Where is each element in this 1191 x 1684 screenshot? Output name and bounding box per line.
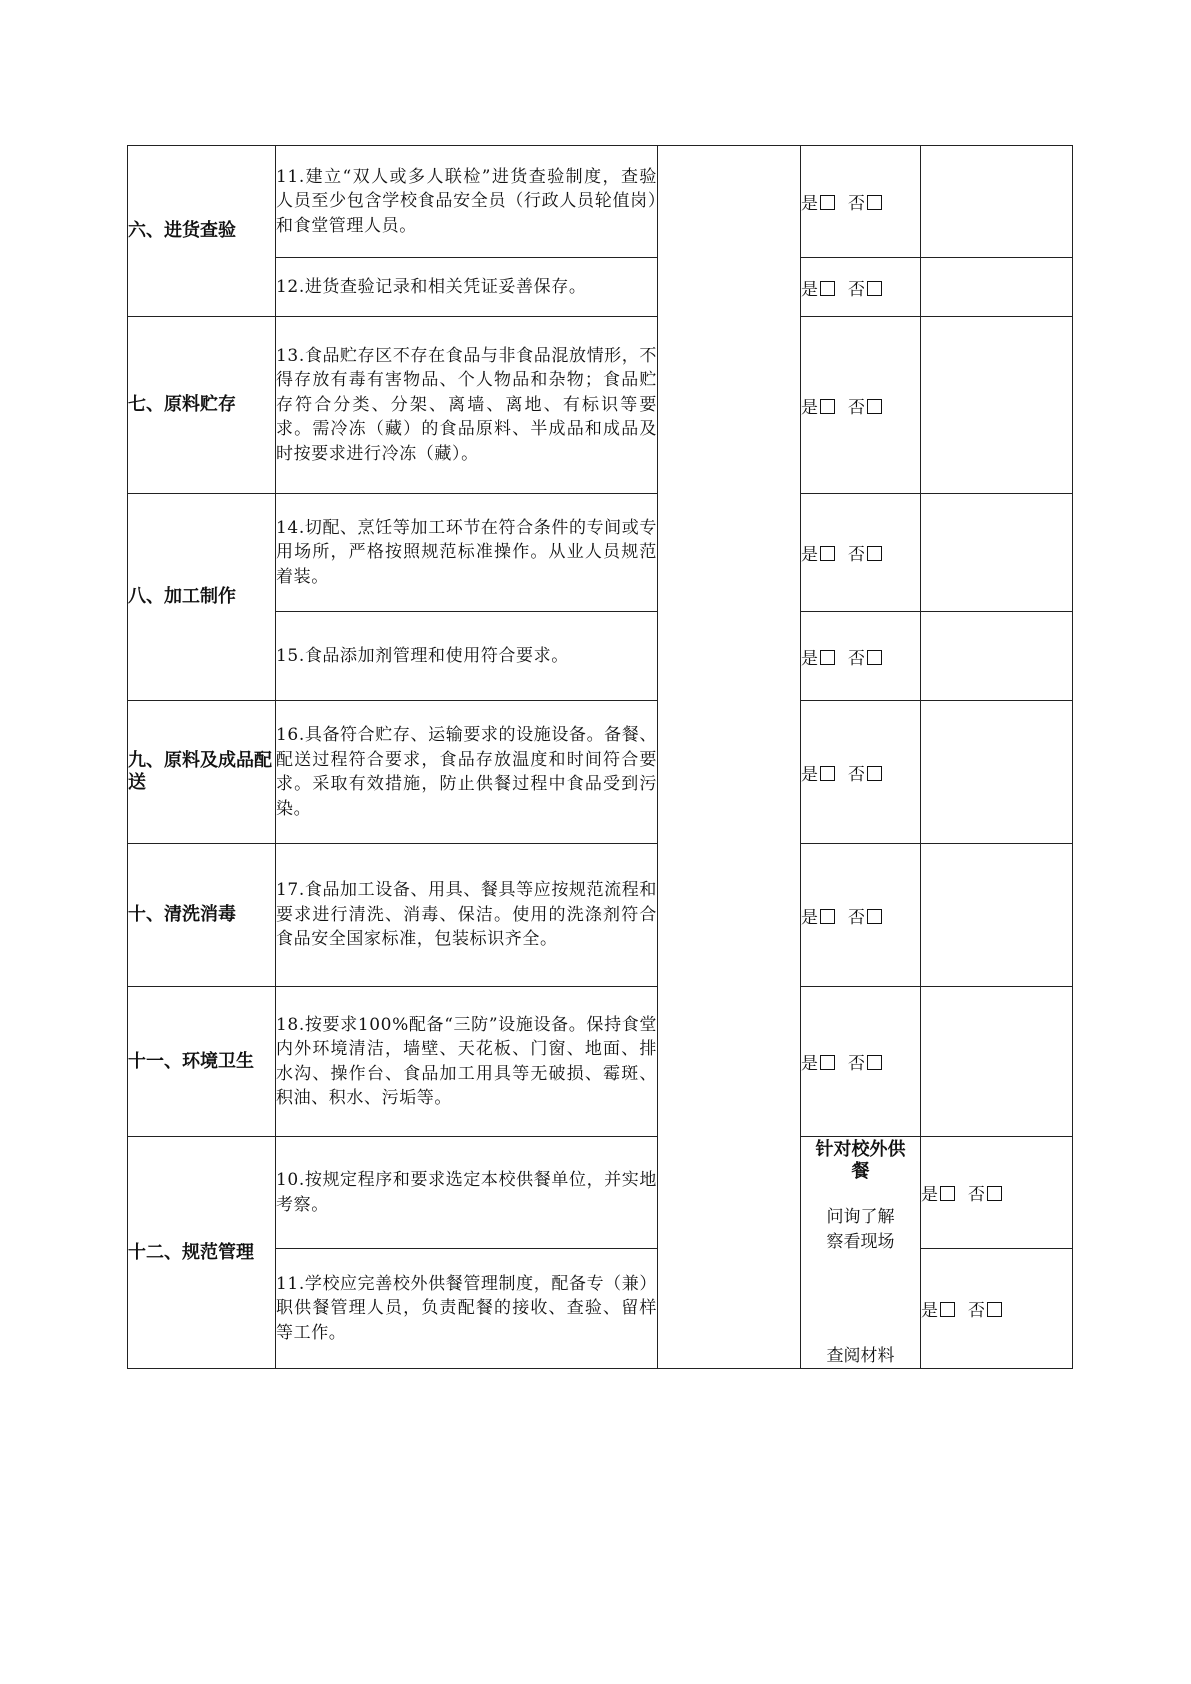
method-line-ask: 问询了解	[826, 1207, 895, 1227]
category-cell: 九、原料及成品配送	[128, 701, 276, 844]
yes-checkbox[interactable]	[820, 650, 835, 665]
no-label: 否	[848, 279, 865, 300]
no-checkbox[interactable]	[867, 766, 882, 781]
category-cell: 八、加工制作	[128, 494, 276, 701]
no-label: 否	[848, 545, 865, 565]
yes-label: 是	[921, 1185, 938, 1205]
yes-no-check[interactable]	[801, 612, 921, 701]
category-cell: 六、进货查验	[128, 146, 276, 317]
yes-checkbox[interactable]	[820, 1055, 835, 1070]
category-cell: 十一、环境卫生	[128, 987, 276, 1137]
no-checkbox[interactable]	[867, 281, 882, 296]
no-checkbox[interactable]	[867, 546, 882, 561]
category-cell: 十、清洗消毒	[128, 844, 276, 987]
yes-label: 是	[801, 397, 818, 418]
item-text: 14.切配、烹饪等加工环节在符合条件的专间或专用场所，严格按照规范标准操作。从业人员规范着装。	[276, 494, 658, 612]
method-line-review: 查阅材料	[826, 1346, 895, 1366]
method-cell-offsite	[801, 1137, 921, 1369]
remark-cell[interactable]	[921, 146, 1073, 258]
yes-no-check[interactable]	[801, 987, 921, 1137]
no-label: 否	[968, 1301, 985, 1321]
category-cell: 七、原料贮存	[128, 317, 276, 494]
no-checkbox[interactable]	[867, 909, 882, 924]
yes-no-check[interactable]	[801, 494, 921, 612]
no-label: 否	[848, 764, 865, 785]
yes-label: 是	[921, 1301, 938, 1321]
item-text: 13.食品贮存区不存在食品与非食品混放情形，不得存放有毒有害物品、个人物品和杂物；食品贮存符合分类、分架、离墙、离地、有标识等要求。需冷冻（藏）的食品原料、半成品和成品及时按要求进行冷冻（藏）。	[276, 317, 658, 494]
yes-no-check[interactable]	[801, 146, 921, 258]
item-text: 10.按规定程序和要求选定本校供餐单位，并实地考察。	[276, 1137, 658, 1249]
yes-no-check[interactable]	[801, 701, 921, 844]
yes-checkbox[interactable]	[820, 766, 835, 781]
remark-cell[interactable]	[921, 612, 1073, 701]
yes-label: 是	[801, 194, 818, 214]
yes-label: 是	[801, 1054, 818, 1074]
yes-checkbox[interactable]	[820, 909, 835, 924]
remark-cell[interactable]	[921, 494, 1073, 612]
yes-no-check[interactable]	[921, 1137, 1073, 1249]
yes-checkbox[interactable]	[820, 399, 835, 414]
table-row	[128, 987, 1073, 1137]
yes-label: 是	[801, 545, 818, 565]
item-text: 11.建立“双人或多人联检”进货查验制度，查验人员至少包含学校食品安全员（行政人员轮值岗）和食堂管理人员。	[276, 146, 658, 258]
no-checkbox[interactable]	[867, 1055, 882, 1070]
yes-no-check[interactable]	[921, 1249, 1073, 1369]
item-text: 16.具备符合贮存、运输要求的设施设备。备餐、配送过程符合要求，食品存放温度和时间符合要求。采取有效措施，防止供餐过程中食品受到污染。	[276, 701, 658, 844]
yes-checkbox[interactable]	[820, 281, 835, 296]
remark-cell[interactable]	[921, 317, 1073, 494]
yes-checkbox[interactable]	[940, 1302, 955, 1317]
remark-cell[interactable]	[921, 701, 1073, 844]
method-cell-blank	[658, 146, 801, 1369]
item-text: 17.食品加工设备、用具、餐具等应按规范流程和要求进行清洗、消毒、保洁。使用的洗涤剂符合食品安全国家标准，包装标识齐全。	[276, 844, 658, 987]
remark-cell[interactable]	[921, 258, 1073, 317]
yes-label: 是	[801, 648, 818, 669]
yes-no-check[interactable]	[801, 258, 921, 317]
table-row	[128, 701, 1073, 844]
method-line-observe: 察看现场	[826, 1232, 895, 1252]
no-label: 否	[848, 194, 865, 214]
no-label: 否	[848, 648, 865, 669]
no-label: 否	[848, 907, 865, 928]
no-label: 否	[848, 1054, 865, 1074]
table-row	[128, 317, 1073, 494]
yes-label: 是	[801, 907, 818, 928]
category-cell: 十二、规范管理	[128, 1137, 276, 1369]
yes-no-check[interactable]	[801, 317, 921, 494]
yes-checkbox[interactable]	[820, 546, 835, 561]
no-checkbox[interactable]	[987, 1302, 1002, 1317]
no-label: 否	[848, 397, 865, 418]
no-checkbox[interactable]	[867, 399, 882, 414]
yes-checkbox[interactable]	[820, 195, 835, 210]
no-checkbox[interactable]	[987, 1186, 1002, 1201]
table-row	[128, 844, 1073, 987]
item-text: 15.食品添加剂管理和使用符合要求。	[276, 612, 658, 701]
yes-label: 是	[801, 764, 818, 785]
no-checkbox[interactable]	[867, 650, 882, 665]
table-row	[128, 1137, 1073, 1249]
item-text: 12.进货查验记录和相关凭证妥善保存。	[276, 258, 658, 317]
item-text: 11.学校应完善校外供餐管理制度，配备专（兼）职供餐管理人员，负责配餐的接收、查验、留样等工作。	[276, 1249, 658, 1369]
yes-no-check[interactable]	[801, 844, 921, 987]
no-checkbox[interactable]	[867, 195, 882, 210]
no-label: 否	[968, 1185, 985, 1205]
remark-cell[interactable]	[921, 844, 1073, 987]
yes-label: 是	[801, 279, 818, 300]
yes-checkbox[interactable]	[940, 1186, 955, 1201]
table-row	[128, 494, 1073, 612]
remark-cell[interactable]	[921, 987, 1073, 1137]
method-title: 针对校外供餐	[815, 1139, 906, 1182]
item-text: 18.按要求100%配备“三防”设施设备。保持食堂内外环境清洁，墙壁、天花板、门窗、地面、排水沟、操作台、食品加工用具等无破损、霉斑、积油、积水、污垢等。	[276, 987, 658, 1137]
inspection-table	[127, 145, 1073, 1369]
table-row	[128, 146, 1073, 258]
